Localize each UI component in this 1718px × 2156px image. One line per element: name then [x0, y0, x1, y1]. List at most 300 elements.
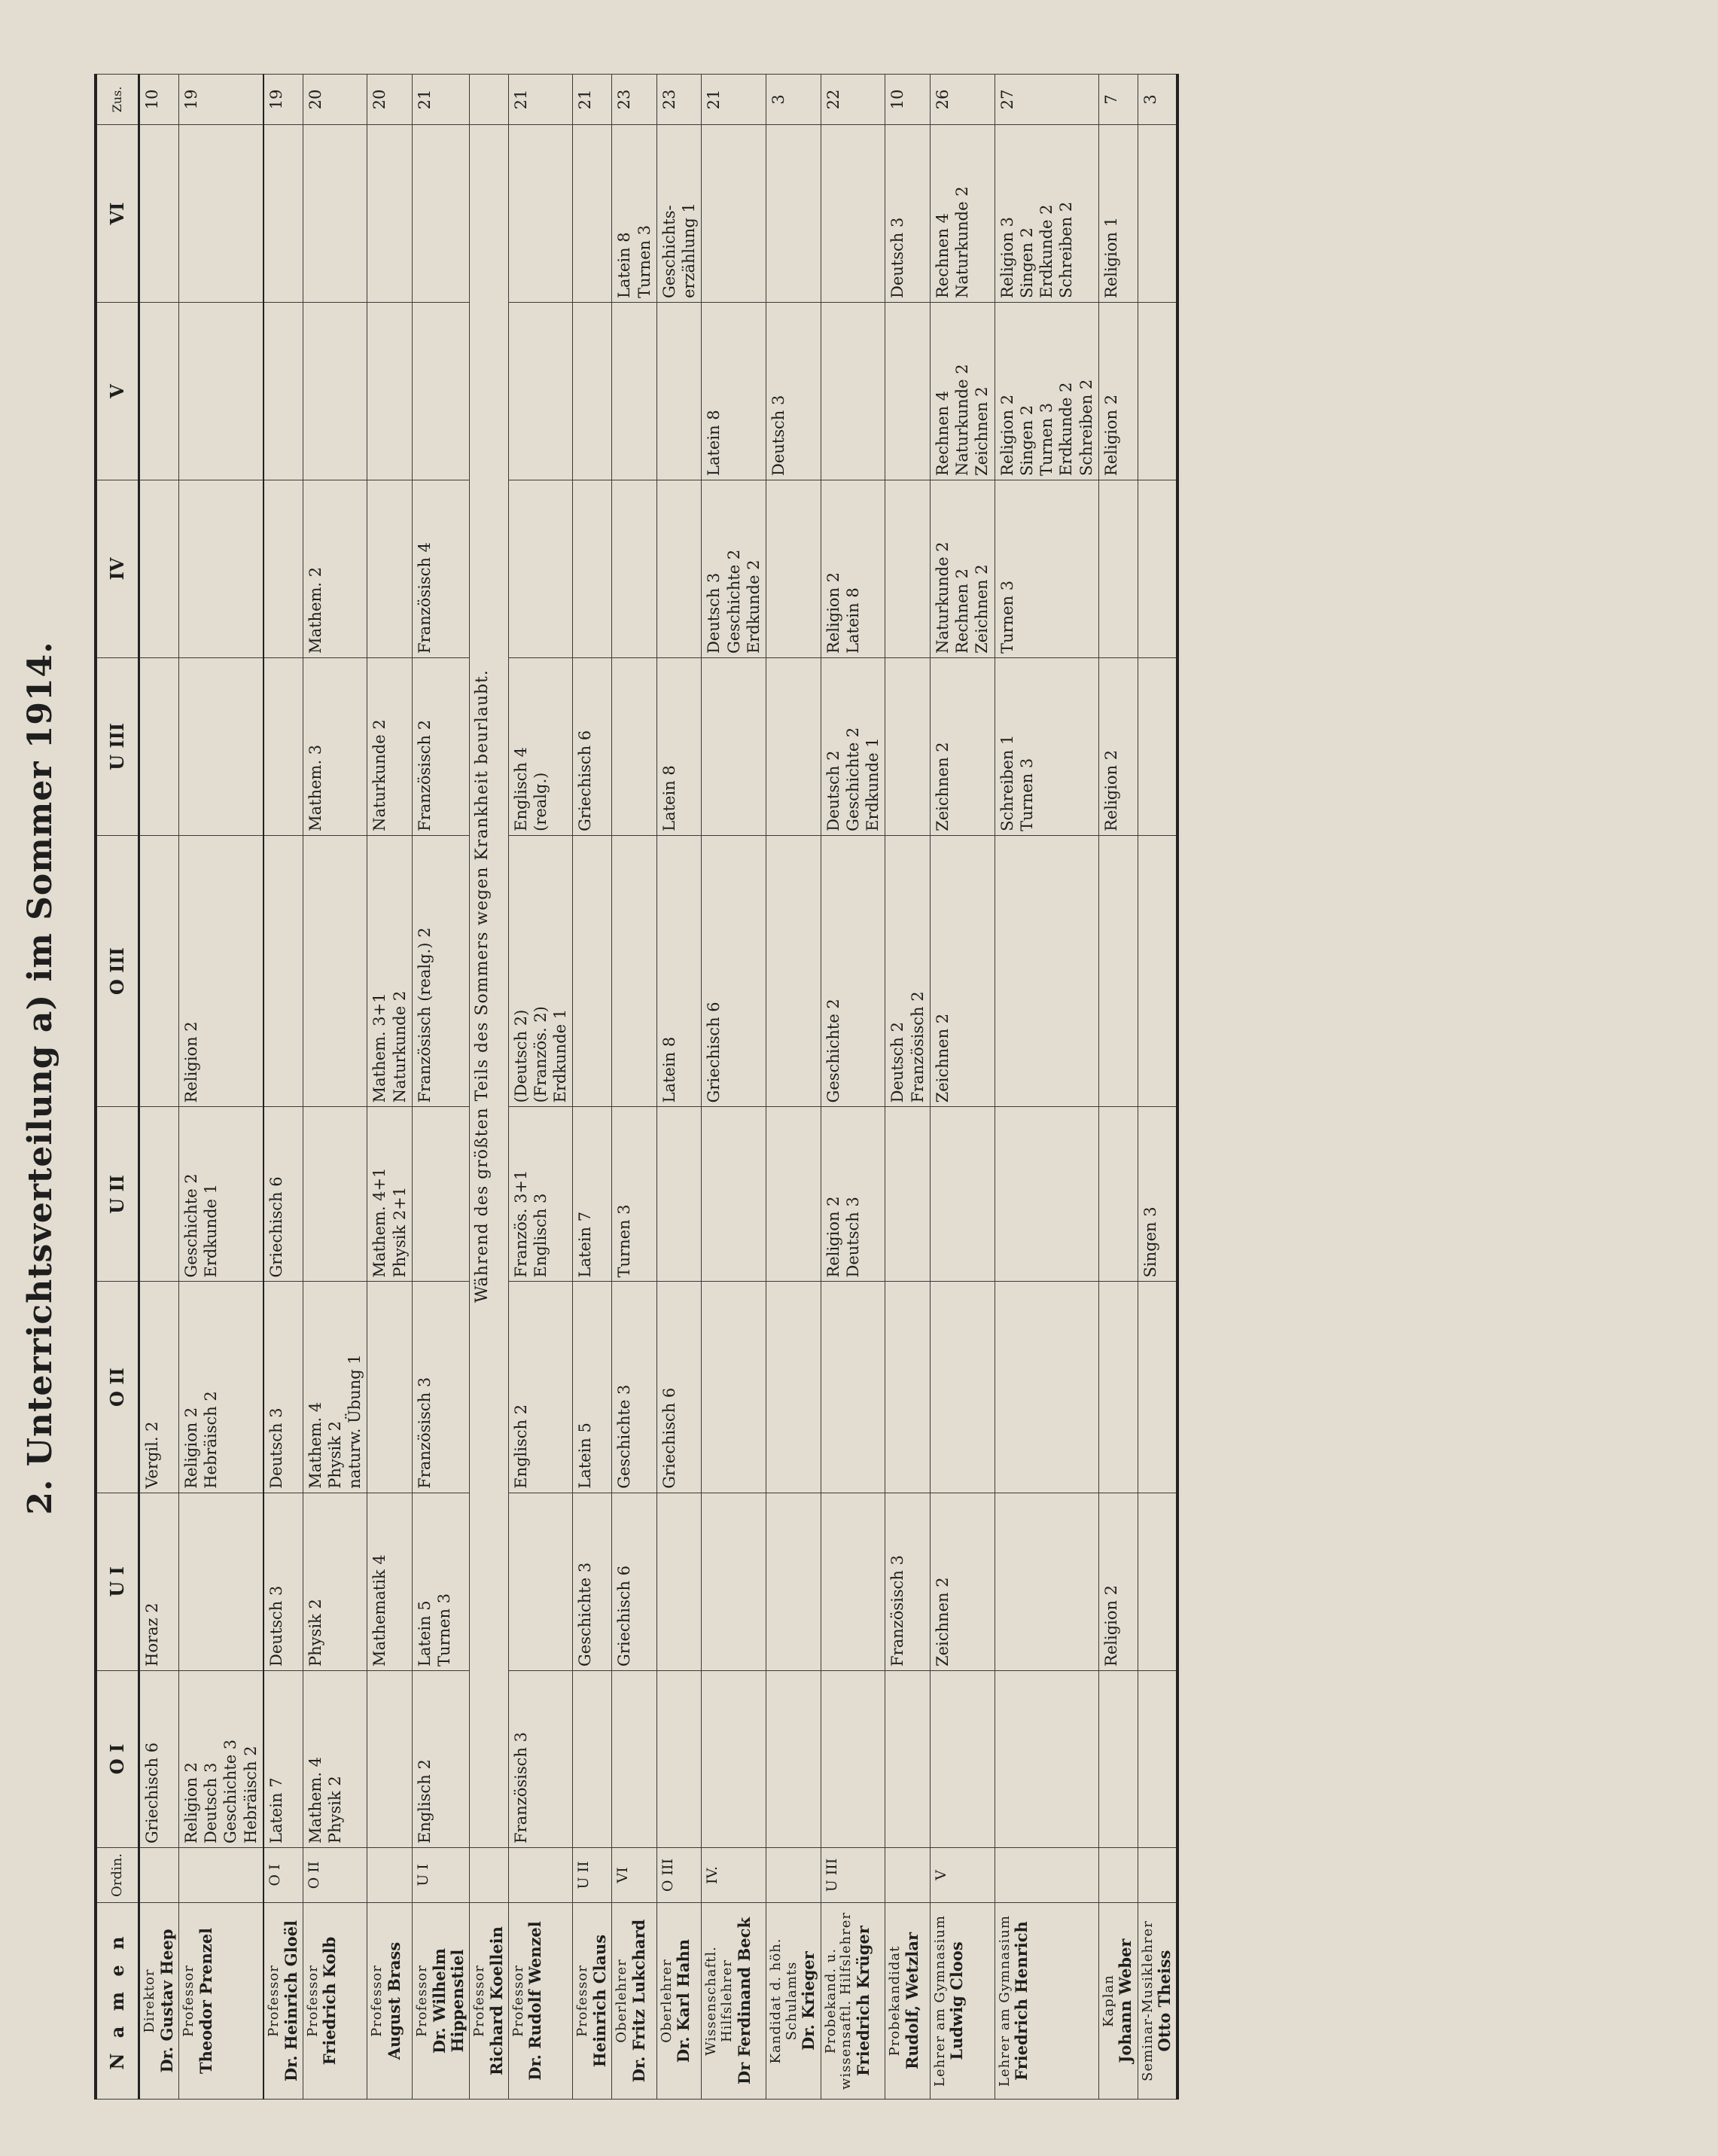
lesson-cell: [573, 835, 612, 1107]
total-cell: 20: [367, 75, 413, 125]
lesson-cell: [1098, 835, 1138, 1107]
lesson-cell: [367, 1282, 413, 1493]
ordinarius-cell: U I: [412, 1848, 469, 1903]
lesson-cell: [656, 303, 702, 480]
lesson-entry: Hebräisch 2: [202, 1391, 221, 1489]
lesson-cell: [995, 1493, 1098, 1670]
lesson-cell: [766, 1493, 821, 1670]
teacher-name-cell: [367, 1903, 413, 2100]
lesson-cell: [263, 1670, 303, 1847]
lesson-cell: [573, 303, 612, 480]
lesson-cell: [995, 480, 1098, 657]
total-cell: 21: [508, 75, 573, 125]
lesson-cell: [139, 480, 179, 657]
teacher-name-cell: [178, 1903, 263, 2100]
lesson-cell: [263, 125, 303, 303]
lesson-entry: (Deutsch 2): [511, 1009, 530, 1103]
col-header-vi: VI: [96, 125, 139, 303]
table-row: [508, 75, 573, 2100]
ordinarius-cell: IV.: [702, 1848, 766, 1903]
lesson-cell: [508, 125, 573, 303]
lesson-cell: [573, 1282, 612, 1493]
table-row: [702, 75, 766, 2100]
lesson-entry: Turnen 3: [1017, 758, 1036, 831]
lesson-cell: [885, 1670, 931, 1847]
lesson-entry: Zeichnen 2: [973, 564, 992, 654]
lesson-entry: Religion 2: [1101, 749, 1120, 831]
lesson-cell: [367, 1107, 413, 1282]
lesson-cell: [612, 1670, 657, 1847]
lesson-cell: [930, 480, 995, 657]
lesson-cell: [656, 835, 702, 1107]
lesson-cell: [702, 1670, 766, 1847]
total-cell: 19: [263, 75, 303, 125]
teacher-name-cell: [508, 1903, 573, 2100]
lesson-entry: Schreiben 2: [1077, 379, 1095, 476]
lesson-entry: Französisch 2: [415, 719, 434, 831]
lesson-entry: Deutsch 2: [888, 1022, 907, 1103]
ordinarius-cell: U II: [573, 1848, 612, 1903]
teacher-rank: Probekand. u. wissensaftl. Hilfslehrer: [822, 1912, 854, 2090]
lesson-cell: [766, 657, 821, 835]
lesson-cell: [821, 1282, 885, 1493]
lesson-entry: Latein 5: [415, 1600, 434, 1667]
lesson-entry: Geschichte 3: [576, 1562, 595, 1667]
lesson-entry: Erdkunde 2: [1057, 382, 1076, 476]
header-row: [96, 75, 139, 2100]
lesson-cell: [930, 835, 995, 1107]
table-row: [821, 75, 885, 2100]
lesson-entry: Griechisch 6: [576, 730, 595, 831]
lesson-entry: Rechnen 4: [933, 212, 952, 299]
lesson-cell: [263, 835, 303, 1107]
lesson-entry: Physik 2: [306, 1599, 324, 1667]
teacher-name-cell: [930, 1903, 995, 2100]
lesson-cell: [367, 657, 413, 835]
lesson-cell: [702, 303, 766, 480]
teacher-name: Rudolf, Wetzlar: [902, 1932, 921, 2070]
ordinarius-cell: [885, 1848, 931, 1903]
lesson-entry: Vergil. 2: [143, 1421, 161, 1489]
lesson-entry: Erdkunde 1: [551, 1008, 570, 1103]
leave-note: Während des größten Teils des Sommers wegen Krankheit beurlaubt.: [469, 125, 508, 1848]
lesson-entry: Zeichnen 2: [973, 386, 992, 476]
table-row: [412, 75, 469, 2100]
total-cell: [469, 75, 508, 125]
lesson-cell: [885, 1493, 931, 1670]
lesson-entry: Mathem. 4+1: [370, 1167, 389, 1278]
col-header-zus: Zus.: [96, 75, 139, 125]
lesson-cell: [303, 1493, 367, 1670]
lesson-entry: Religion 3: [998, 216, 1016, 299]
lesson-entry: Horaz 2: [143, 1603, 161, 1667]
lesson-cell: [508, 303, 573, 480]
lesson-cell: [178, 480, 263, 657]
lesson-cell: [1138, 657, 1177, 835]
lesson-entry: Rechnen 2: [953, 568, 972, 654]
lesson-cell: [508, 835, 573, 1107]
lesson-cell: [821, 480, 885, 657]
col-header-ui: U I: [96, 1493, 139, 1670]
lesson-cell: [702, 835, 766, 1107]
lesson-cell: [656, 125, 702, 303]
lesson-cell: [930, 657, 995, 835]
lesson-cell: [930, 303, 995, 480]
lesson-cell: [178, 1282, 263, 1493]
lesson-entry: Geschichte 2: [843, 727, 862, 831]
lesson-entry: Religion 2: [824, 572, 842, 654]
lesson-entry: erzählung 1: [680, 203, 699, 299]
lesson-cell: [1098, 1282, 1138, 1493]
lesson-cell: [573, 657, 612, 835]
table-row: [1138, 75, 1177, 2100]
lesson-cell: [178, 835, 263, 1107]
teacher-name-cell: [995, 1903, 1098, 2100]
lesson-cell: [303, 657, 367, 835]
lesson-entry: Englisch 4: [511, 747, 530, 831]
table-row: [1098, 75, 1138, 2100]
lesson-cell: [263, 303, 303, 480]
lesson-entry: Französisch 2: [908, 991, 927, 1103]
lesson-entry: Physik 2+1: [390, 1186, 409, 1278]
lesson-cell: [885, 303, 931, 480]
lesson-entry: Religion 2: [1101, 394, 1120, 476]
table-row: [885, 75, 931, 2100]
lesson-cell: [178, 1107, 263, 1282]
lesson-cell: [930, 1107, 995, 1282]
lesson-entry: Geschichte 3: [221, 1739, 240, 1843]
table-row: [612, 75, 657, 2100]
lesson-cell: [573, 1107, 612, 1282]
lesson-cell: [263, 1282, 303, 1493]
lesson-cell: [702, 125, 766, 303]
lesson-entry: Deutsch 2: [824, 750, 842, 831]
lesson-cell: [1098, 1107, 1138, 1282]
teacher-rank: Seminar-Musiklehrer: [1139, 1920, 1156, 2081]
lesson-entry: Singen 3: [1141, 1206, 1159, 1278]
lesson-cell: [303, 480, 367, 657]
distribution-table: [94, 74, 1179, 2100]
teacher-rank: Professor: [574, 1965, 591, 2037]
lesson-cell: [656, 657, 702, 835]
teacher-rank: Lehrer am Gymnasium: [931, 1915, 948, 2087]
teacher-name: Otto Theiss: [1155, 1950, 1174, 2052]
col-header-iv: IV: [96, 480, 139, 657]
lesson-cell: [1138, 1493, 1177, 1670]
lesson-cell: [303, 303, 367, 480]
teacher-name: Theodor Prenzel: [196, 1927, 215, 2075]
lesson-entry: Erdkunde 2: [1037, 204, 1056, 299]
lesson-entry: Deutsch 3: [267, 1407, 285, 1489]
table-body: [139, 75, 1178, 2100]
teacher-name-cell: [612, 1903, 657, 2100]
total-cell: 21: [573, 75, 612, 125]
lesson-entry: Deutsch 3: [888, 217, 907, 299]
total-cell: 19: [178, 75, 263, 125]
lesson-cell: [930, 1493, 995, 1670]
lesson-entry: Schreiben 2: [1057, 201, 1076, 299]
lesson-cell: [766, 1670, 821, 1847]
lesson-entry: Französisch 3: [511, 1732, 530, 1843]
lesson-entry: Naturkunde 2: [933, 541, 952, 654]
lesson-entry: Erdkunde 1: [202, 1184, 221, 1278]
lesson-cell: [139, 1282, 179, 1493]
teacher-name: Friedrich Henrich: [1012, 1921, 1031, 2081]
lesson-entry: Rechnen 4: [933, 390, 952, 476]
lesson-cell: [656, 1107, 702, 1282]
teacher-rank: Oberlehrer: [614, 1959, 630, 2043]
table-row: [367, 75, 413, 2100]
lesson-cell: [573, 1670, 612, 1847]
lesson-cell: [508, 1107, 573, 1282]
total-cell: 10: [139, 75, 179, 125]
total-cell: 21: [412, 75, 469, 125]
lesson-cell: [930, 1670, 995, 1847]
lesson-cell: [1098, 303, 1138, 480]
lesson-entry: Latein 8: [615, 232, 634, 299]
table-row: [766, 75, 821, 2100]
ordinarius-cell: VI: [612, 1848, 657, 1903]
lesson-entry: Naturkunde 2: [953, 364, 972, 476]
table-row: [930, 75, 995, 2100]
lesson-cell: [821, 303, 885, 480]
lesson-cell: [139, 125, 179, 303]
total-cell: 3: [1138, 75, 1177, 125]
lesson-entry: Latein 8: [843, 587, 862, 654]
ordinarius-cell: V: [930, 1848, 995, 1903]
table-row: [469, 75, 508, 2100]
lesson-cell: [303, 125, 367, 303]
teacher-name: Dr. Karl Hahn: [674, 1938, 693, 2063]
teacher-name: Dr. Rudolf Wenzel: [525, 1921, 545, 2081]
lesson-entry: Geschichte 2: [824, 999, 842, 1103]
lesson-cell: [412, 1493, 469, 1670]
lesson-entry: Französisch 3: [888, 1555, 907, 1667]
teacher-name: Friedrich Krüger: [853, 1926, 873, 2076]
lesson-cell: [995, 1107, 1098, 1282]
lesson-cell: [367, 303, 413, 480]
lesson-entry: Turnen 3: [1037, 402, 1056, 476]
lesson-entry: Geschichte 2: [724, 549, 743, 654]
teacher-rank: Direktor: [142, 1968, 157, 2033]
lesson-entry: Englisch 2: [511, 1404, 530, 1489]
lesson-entry: Mathem. 4: [306, 1401, 324, 1489]
lesson-entry: Mathem. 4: [306, 1756, 324, 1843]
lesson-cell: [995, 303, 1098, 480]
lesson-entry: Religion 2: [181, 1761, 200, 1843]
ordinarius-cell: [1098, 1848, 1138, 1903]
lesson-cell: [885, 1107, 931, 1282]
lesson-entry: Griechisch 6: [615, 1565, 634, 1667]
lesson-cell: [656, 1670, 702, 1847]
lesson-cell: [702, 1282, 766, 1493]
lesson-cell: [885, 480, 931, 657]
lesson-cell: [139, 1493, 179, 1670]
lesson-cell: [412, 1670, 469, 1847]
lesson-cell: [1098, 125, 1138, 303]
teacher-name: Ludwig Cloos: [947, 1941, 967, 2060]
lesson-cell: [573, 1493, 612, 1670]
lesson-entry: Latein 8: [659, 1036, 678, 1103]
lesson-cell: [367, 480, 413, 657]
lesson-entry: Latein 7: [267, 1777, 285, 1843]
lesson-cell: [1138, 480, 1177, 657]
lesson-cell: [766, 480, 821, 657]
lesson-cell: [1098, 657, 1138, 835]
teacher-name: Friedrich Kolb: [320, 1936, 340, 2066]
lesson-cell: [412, 125, 469, 303]
lesson-cell: [367, 1670, 413, 1847]
lesson-cell: [1138, 1107, 1177, 1282]
lesson-cell: [885, 835, 931, 1107]
lesson-entry: Mathem. 2: [306, 566, 324, 654]
page-title: 2. Unterrichtsverteilung a) im Sommer 1914.: [21, 641, 59, 1515]
teacher-name-cell: [885, 1903, 931, 2100]
col-header-uii: U II: [96, 1107, 139, 1282]
lesson-cell: [885, 1282, 931, 1493]
teacher-rank: Kaplan: [1100, 1975, 1116, 2027]
lesson-cell: [263, 657, 303, 835]
lesson-cell: [1098, 1493, 1138, 1670]
teacher-name: Heinrich Claus: [590, 1934, 610, 2068]
teacher-rank: Professor: [180, 1965, 196, 2037]
teacher-name: Dr. Fritz Lukchard: [629, 1919, 648, 2083]
total-cell: 22: [821, 75, 885, 125]
lesson-cell: [367, 1493, 413, 1670]
teacher-name: Richard Koellein: [486, 1926, 506, 2075]
table-row: [656, 75, 702, 2100]
lesson-cell: [263, 1493, 303, 1670]
teacher-name-cell: [766, 1903, 821, 2100]
lesson-entry: Religion 2: [181, 1021, 200, 1103]
teacher-rank: Professor: [265, 1965, 282, 2037]
ordinarius-cell: [178, 1848, 263, 1903]
lesson-entry: Griechisch 6: [659, 1387, 678, 1489]
lesson-cell: [412, 657, 469, 835]
table-row: [303, 75, 367, 2100]
teacher-name-cell: [1098, 1903, 1138, 2100]
lesson-cell: [139, 1107, 179, 1282]
lesson-entry: Religion 2: [181, 1407, 200, 1489]
lesson-entry: Hebräisch 2: [241, 1746, 260, 1843]
lesson-entry: Französisch 4: [415, 541, 434, 654]
lesson-entry: Latein 5: [576, 1423, 595, 1489]
lesson-cell: [1138, 1670, 1177, 1847]
ordinarius-cell: O III: [656, 1848, 702, 1903]
teacher-name-cell: [469, 1903, 508, 2100]
lesson-cell: [573, 480, 612, 657]
table-row: [995, 75, 1098, 2100]
teacher-rank: Oberlehrer: [658, 1959, 675, 2043]
lesson-entry: Deutsch 3: [843, 1197, 862, 1278]
teacher-rank: Professor: [304, 1965, 321, 2037]
lesson-entry: Religion 2: [824, 1196, 842, 1278]
lesson-cell: [412, 835, 469, 1107]
lesson-cell: [995, 657, 1098, 835]
lesson-entry: Turnen 3: [615, 1204, 634, 1278]
lesson-cell: [612, 835, 657, 1107]
lesson-cell: [766, 125, 821, 303]
total-cell: 27: [995, 75, 1098, 125]
table-row: [178, 75, 263, 2100]
lesson-entry: Latein 8: [705, 410, 723, 476]
lesson-cell: [821, 657, 885, 835]
lesson-cell: [139, 835, 179, 1107]
ordinarius-cell: [1138, 1848, 1177, 1903]
lesson-entry: Deutsch 3: [202, 1762, 221, 1843]
teacher-name: Dr. Krieger: [799, 1951, 818, 2051]
lesson-cell: [412, 1107, 469, 1282]
teacher-rank: Professor: [369, 1965, 385, 2037]
col-header-ordin: Ordin.: [96, 1848, 139, 1903]
lesson-cell: [303, 1107, 367, 1282]
table-row: [573, 75, 612, 2100]
table-row: [263, 75, 303, 2100]
lesson-cell: [885, 125, 931, 303]
lesson-entry: Französ. 3+1: [511, 1169, 530, 1278]
ordinarius-cell: [508, 1848, 573, 1903]
lesson-entry: Naturkunde 2: [370, 719, 389, 831]
lesson-entry: Zeichnen 2: [933, 1013, 952, 1103]
lesson-cell: [930, 125, 995, 303]
teacher-name-cell: [573, 1903, 612, 2100]
ordinarius-cell: [139, 1848, 179, 1903]
lesson-cell: [702, 480, 766, 657]
lesson-cell: [821, 835, 885, 1107]
lesson-entry: Religion 2: [1101, 1584, 1120, 1667]
lesson-cell: [508, 1670, 573, 1847]
lesson-cell: [263, 480, 303, 657]
total-cell: 3: [766, 75, 821, 125]
lesson-entry: Latein 7: [576, 1211, 595, 1278]
col-header-names: N a m e n: [96, 1903, 139, 2100]
lesson-cell: [612, 657, 657, 835]
lesson-cell: [303, 1282, 367, 1493]
total-cell: 26: [930, 75, 995, 125]
lesson-cell: [821, 1670, 885, 1847]
col-header-oiii: O III: [96, 835, 139, 1107]
lesson-entry: Latein 8: [659, 765, 678, 831]
lesson-cell: [612, 1107, 657, 1282]
lesson-entry: Erdkunde 2: [744, 560, 763, 654]
lesson-entry: Turnen 3: [435, 1593, 454, 1667]
teacher-rank: Professor: [510, 1965, 526, 2037]
ordinarius-cell: O I: [263, 1848, 303, 1903]
lesson-entry: Griechisch 6: [143, 1742, 161, 1843]
lesson-cell: [508, 1493, 573, 1670]
lesson-cell: [1138, 125, 1177, 303]
teacher-rank: Lehrer am Gymnasium: [996, 1915, 1013, 2087]
lesson-cell: [702, 1493, 766, 1670]
lesson-cell: [178, 657, 263, 835]
teacher-name-cell: [656, 1903, 702, 2100]
lesson-cell: [612, 480, 657, 657]
lesson-entry: Mathem. 3: [306, 744, 324, 831]
lesson-cell: [1138, 303, 1177, 480]
lesson-cell: [573, 125, 612, 303]
lesson-cell: [367, 125, 413, 303]
lesson-cell: [656, 1493, 702, 1670]
ordinarius-cell: [766, 1848, 821, 1903]
lesson-entry: Zeichnen 2: [933, 742, 952, 831]
lesson-entry: Geschichts-: [659, 205, 678, 299]
lesson-cell: [656, 1282, 702, 1493]
lesson-cell: [995, 1282, 1098, 1493]
teacher-rank: Probekandidat: [887, 1945, 903, 2057]
lesson-entry: Griechisch 6: [705, 1002, 723, 1103]
lesson-entry: Mathem. 3+1: [370, 993, 389, 1103]
lesson-cell: [1138, 835, 1177, 1107]
